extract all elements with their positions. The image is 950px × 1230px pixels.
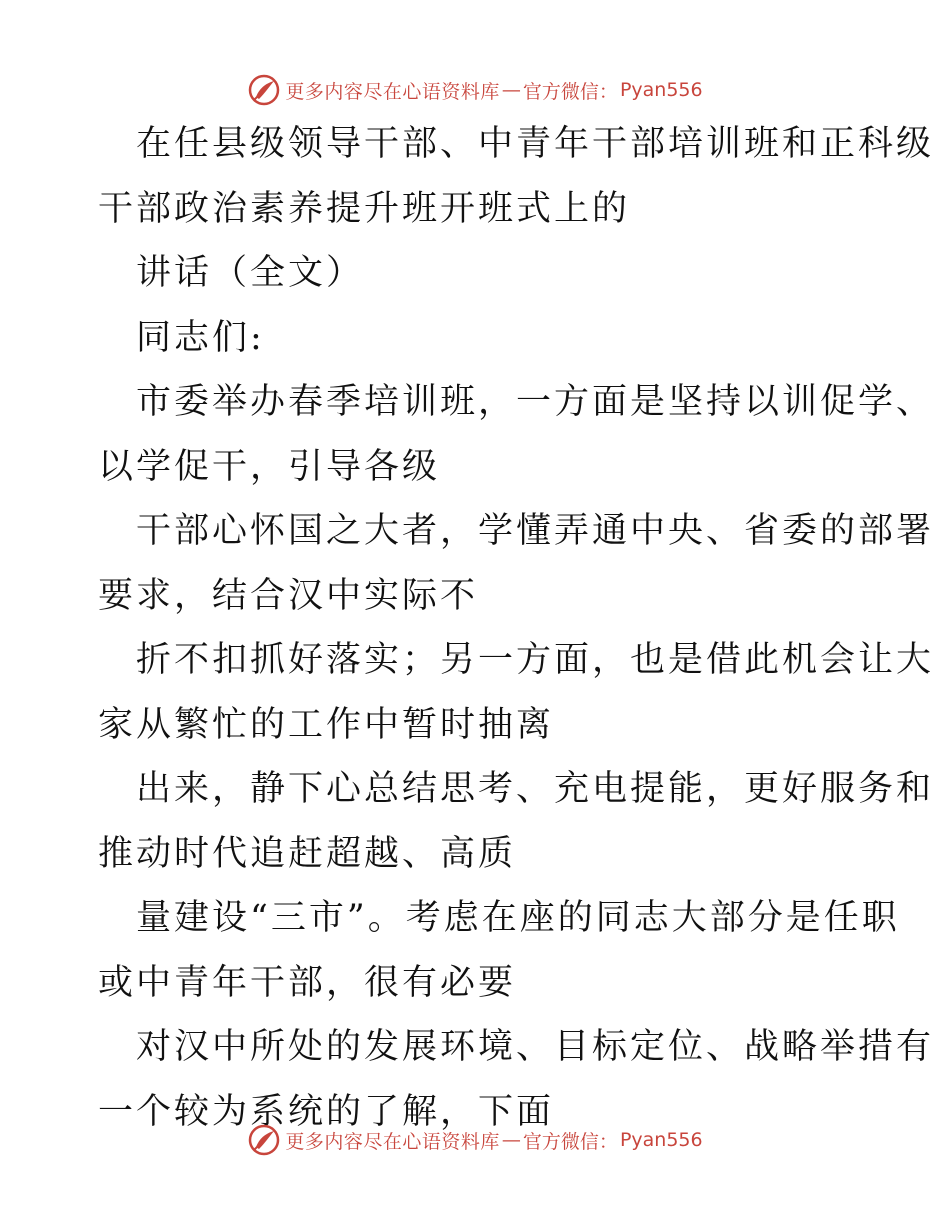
header-wechat-label: 官方微信： — [522, 80, 618, 103]
footer-wechat-id: Pyan556 — [619, 1129, 703, 1151]
document-line: 干部政治素养提升班开班式上的 — [98, 188, 631, 229]
document-line: 市委举办春季培训班，一方面是坚持以训促学、 — [136, 382, 935, 422]
document-line: 以学促干，引导各级 — [98, 446, 441, 487]
footer-site-text: 更多内容尽在心语资料库 — [285, 1130, 500, 1153]
header-separator: — — [501, 79, 521, 101]
document-line: 讲话（全文） — [136, 253, 365, 293]
document-line: 家从繁忙的工作中暂时抽离 — [98, 704, 555, 745]
logo-icon — [247, 1123, 281, 1157]
footer-banner — [0, 1120, 950, 1160]
document-line: 出来，静下心总结思考、充电提能，更好服务和 — [136, 769, 935, 809]
document-line: 一个较为系统的了解，下面 — [98, 1091, 555, 1132]
document-body — [98, 112, 935, 1144]
document-line: 干部心怀国之大者，学懂弄通中央、省委的部署 — [136, 511, 935, 551]
document-line: 对汉中所处的发展环境、目标定位、战略举措有 — [136, 1027, 935, 1067]
document-line: 同志们: — [136, 317, 265, 358]
footer-separator: — — [501, 1129, 521, 1151]
document-line: 要求，结合汉中实际不 — [98, 575, 479, 616]
document-line: 折不扣抓好落实；另一方面，也是借此机会让大 — [136, 640, 935, 680]
document-line: 或中青年干部，很有必要 — [98, 962, 517, 1003]
document-line: 推动时代追赶超越、高质 — [98, 833, 517, 874]
document-line: 量建设“三市”。考虑在座的同志大部分是任职 — [136, 898, 900, 938]
header-site-text: 更多内容尽在心语资料库 — [285, 80, 500, 103]
header-wechat-id: Pyan556 — [619, 79, 703, 101]
logo-icon — [247, 73, 281, 107]
header-banner — [0, 70, 950, 110]
document-line: 在任县级领导干部、中青年干部培训班和正科级 — [136, 124, 935, 164]
footer-wechat-label: 官方微信： — [522, 1130, 618, 1153]
